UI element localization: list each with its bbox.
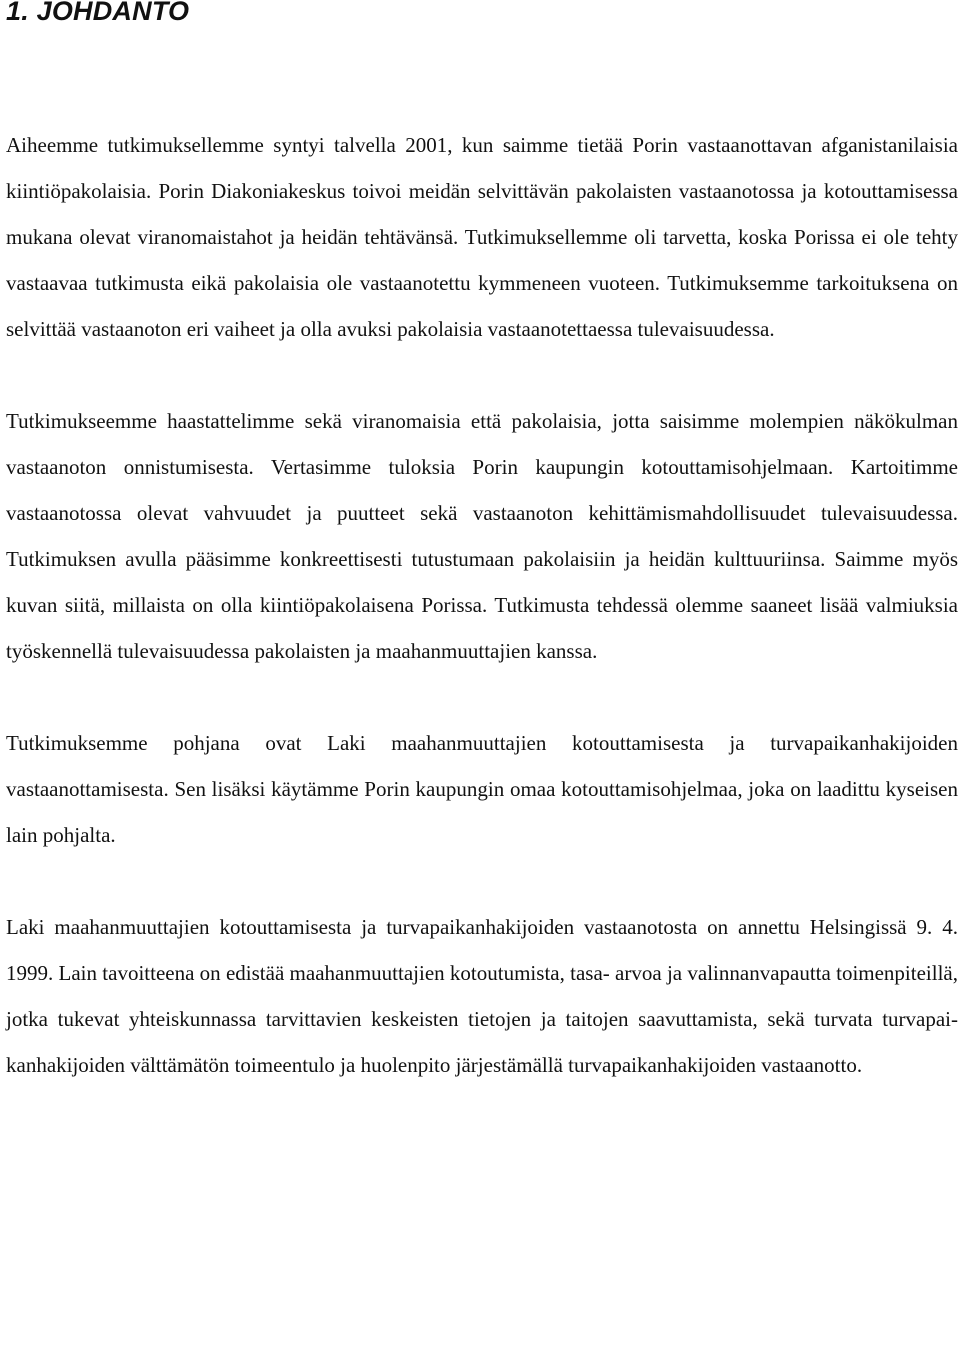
paragraph-intro: Aiheemme tutkimuksellemme syntyi talvella 2001, kun saimme tietää Porin vastaanottavan afganistanilaisia kiintiöpakolaisia. Porin Diakoniakeskus toivoi meidän selvittävän pakolaisten vastaanotossa ja kotouttamisessa mukana olevat viranomaistahot ja heidän tehtävänsä. Tutkimuksellemme oli tarvetta, koska Porissa ei ole tehty vastaavaa tutkimusta eikä pakolaisia ole vastaanotettu kymmeneen vuoteen. Tutkimuksemme tarkoituksena on selvittää vastaanoton eri vaiheet ja olla avuksi pakolaisia vastaanotettaessa tulevaisuudessa. xyxy=(6,133,958,341)
paragraph-law: Laki maahanmuuttajien kotouttamisesta ja turvapaikanhakijoiden vastaanotosta on annettu Helsingissä 9. 4. 1999. Lain tavoitteena on edistää maahanmuuttajien kotoutumista, tasa- arvoa ja valinnanvapautta toimenpiteillä, jotka tukevat yhteiskunnassa tarvittavien keskeisten tietojen ja taitojen saavuttamista, sekä turvata turvapaikanhakijoiden välttämätön toimeentulo ja huolenpito järjestämällä turvapaikanhakijoiden vastaanotto. xyxy=(6,915,958,1077)
paragraph-basis: Tutkimuksemme pohjana ovat Laki maahanmuuttajien kotouttamisesta ja turvapaikanhakijoiden vastaanottamisesta. Sen lisäksi käytämme Porin kaupungin omaa kotouttamisohjelmaa, joka on laadittu kyseisen lain pohjalta. xyxy=(6,731,958,847)
paragraph-methods: Tutkimukseemme haastattelimme sekä viranomaisia että pakolaisia, jotta saisimme molempien näkökulman vastaanoton onnistumisesta. Vertasimme tuloksia Porin kaupungin kotouttamisohjelmaan. Kartoitimme vastaanotossa olevat vahvuudet ja puutteet sekä vastaanoton kehittämismahdollisuudet tulevaisuudessa. Tutkimuksen avulla pääsimme konkreettisesti tutustumaan pakolaisiin ja heidän kulttuuriinsa. Saimme myös kuvan siitä, millaista on olla kiintiöpakolaisena Porissa. Tutkimusta tehdessä olemme saaneet lisää valmiuksia työskennellä tulevaisuudessa pakolaisten ja maahanmuuttajien kanssa. xyxy=(6,409,958,663)
chapter-heading: 1. JOHDANTO xyxy=(6,0,190,26)
document-page xyxy=(6,0,958,1088)
